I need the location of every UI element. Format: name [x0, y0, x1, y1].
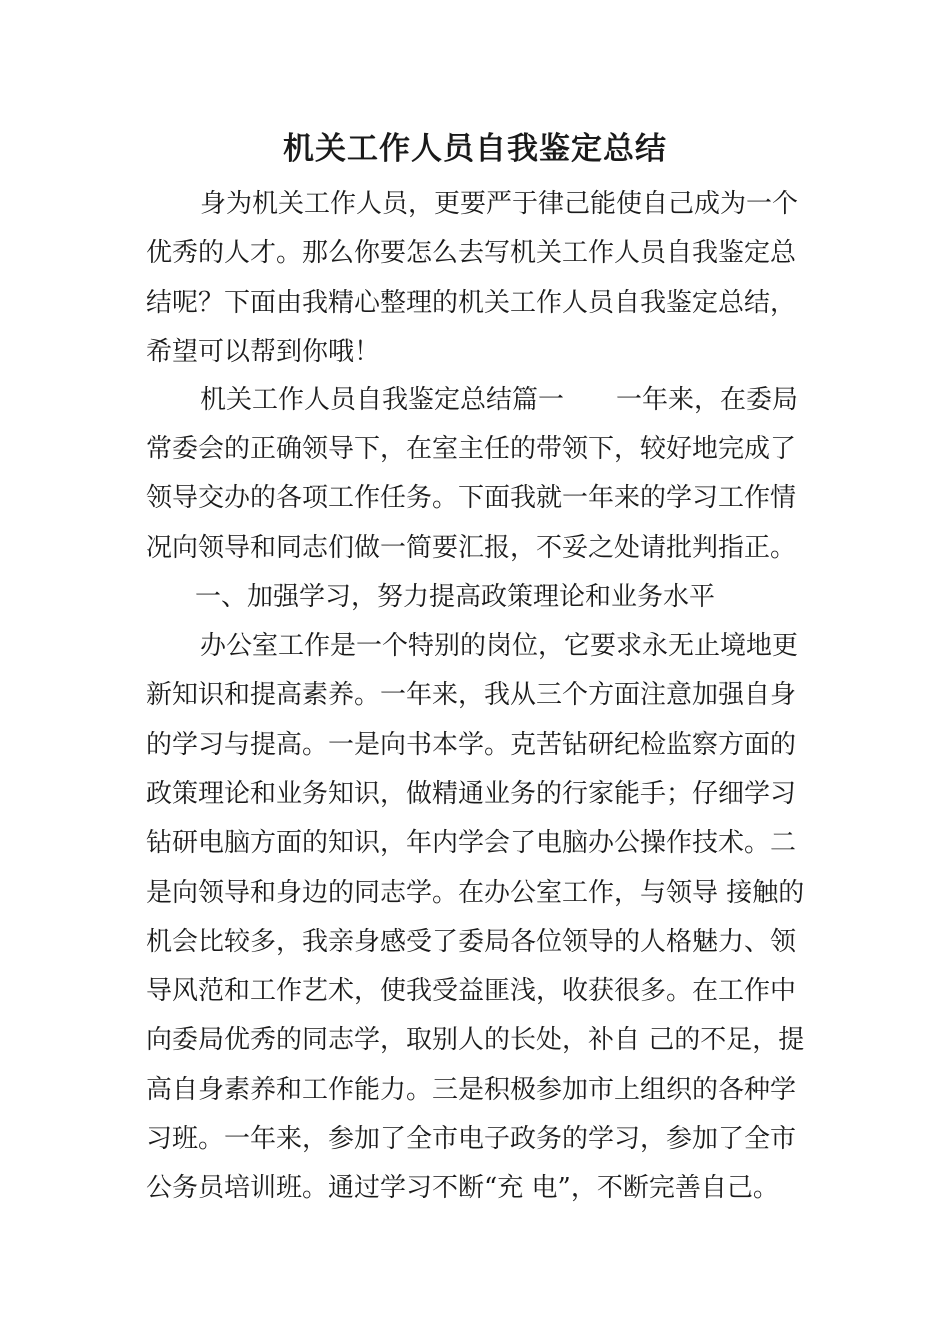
paragraph-line: 新知识和提高素养。一年来，我从三个方面注意加强自身: [146, 680, 797, 710]
paragraph-line: 公务员培训班。通过学习不断“充 电”，不断完善自己。: [146, 1173, 779, 1203]
paragraph-line: 高自身素养和工作能力。三是积极参加市上组织的各种学: [146, 1075, 797, 1105]
paragraph-line: 况向领导和同志们做一简要汇报，不妥之处请批判指正。: [146, 533, 797, 563]
paragraph-line: 习班。一年来，参加了全市电子政务的学习，参加了全市: [146, 1124, 797, 1154]
paragraph-line: 优秀的人才。那么你要怎么去写机关工作人员自我鉴定总: [146, 238, 797, 268]
paragraph-line: 身为机关工作人员，更要严于律己能使自己成为一个: [200, 189, 799, 219]
paragraph-line: 政策理论和业务知识，做精通业务的行家能手；仔细学习: [146, 779, 797, 809]
document-title: 机关工作人员自我鉴定总结: [283, 131, 667, 167]
section-heading: 一、加强学习，努力提高政策理论和业务水平: [195, 582, 716, 612]
paragraph-line: 机会比较多，我亲身感受了委局各位领导的人格魅力、领: [146, 927, 797, 957]
paragraph-line: 常委会的正确领导下，在室主任的带领下，较好地完成了: [146, 434, 797, 464]
paragraph-line: 导风范和工作艺术，使我受益匪浅，收获很多。在工作中: [146, 976, 797, 1006]
paragraph-line: 的学习与提高。一是向书本学。克苦钻研纪检监察方面的: [146, 730, 797, 760]
paragraph-line: 向委局优秀的同志学，取别人的长处，补自 己的不足，提: [146, 1025, 805, 1055]
paragraph-line: 希望可以帮到你哦！: [146, 337, 381, 367]
paragraph-line: 是向领导和身边的同志学。在办公室工作，与领导 接触的: [146, 878, 805, 908]
paragraph-line: 结呢？下面由我精心整理的机关工作人员自我鉴定总结，: [146, 288, 797, 318]
paragraph-line: 钻研电脑方面的知识，年内学会了电脑办公操作技术。二: [146, 828, 797, 858]
paragraph-line: 机关工作人员自我鉴定总结篇一 一年来，在委局: [200, 385, 799, 415]
paragraph-line: 办公室工作是一个特别的岗位，它要求永无止境地更: [200, 631, 799, 661]
paragraph-line: 领导交办的各项工作任务。下面我就一年来的学习工作情: [146, 483, 797, 513]
